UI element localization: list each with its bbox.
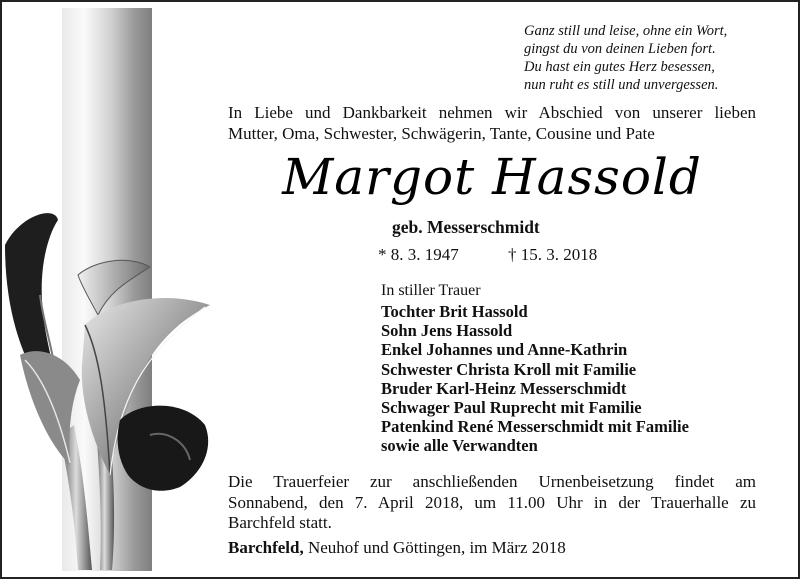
mourners-list <box>381 302 689 456</box>
mourner: Enkel Johannes und Anne-Kathrin <box>381 340 628 360</box>
funeral-line: Die Trauerfeier zur anschließenden Urnenbeisetzung findet am <box>228 472 756 491</box>
mourner: sowie alle Verwandten <box>381 436 538 456</box>
mourner: Tochter Brit Hassold <box>381 302 528 321</box>
birth-date: * 8. 3. 1947 <box>378 245 459 264</box>
funeral-info <box>228 472 756 534</box>
closing-line <box>228 538 566 558</box>
funeral-line: Sonnabend, den 7. April 2018, um 11.00 Uhr in der Trauerhalle zu <box>228 492 756 512</box>
memorial-poem <box>524 22 784 94</box>
mourner: Sohn Jens Hassold <box>381 321 513 341</box>
mourner: Schwager Paul Ruprecht mit Familie <box>381 398 642 418</box>
closing-rest: Neuhof und Göttingen, im März 2018 <box>303 538 566 557</box>
funeral-line: Barchfeld statt. <box>228 513 332 532</box>
calla-lily-icon <box>0 205 225 570</box>
maiden-name: geb. Messerschmidt <box>392 217 540 237</box>
intro-line: Mutter, Oma, Schwester, Schwägerin, Tante, Cousine und Pate <box>228 124 655 143</box>
poem-line: Ganz still und leise, ohne ein Wort, <box>524 23 728 39</box>
poem-line: gingst du von deinen Lieben fort. <box>524 41 716 57</box>
mourner: Patenkind René Messerschmidt mit Familie <box>381 417 689 437</box>
mourning-heading: In stiller Trauer <box>381 282 481 299</box>
mourner: Bruder Karl-Heinz Messerschmidt <box>381 378 627 398</box>
death-date: † 15. 3. 2018 <box>508 245 598 264</box>
mourner: Schwester Christa Kroll mit Familie <box>381 359 637 379</box>
intro-line: In Liebe und Dankbarkeit nehmen wir Abschied von unserer lieben <box>228 103 756 122</box>
closing-place: Barchfeld, <box>228 538 304 557</box>
poem-line: nun ruht es still und unvergessen. <box>524 77 719 93</box>
poem-line: Du hast ein gutes Herz besessen, <box>524 59 715 75</box>
deceased-name: Margot Hassold <box>282 148 702 206</box>
intro-text <box>228 102 756 144</box>
